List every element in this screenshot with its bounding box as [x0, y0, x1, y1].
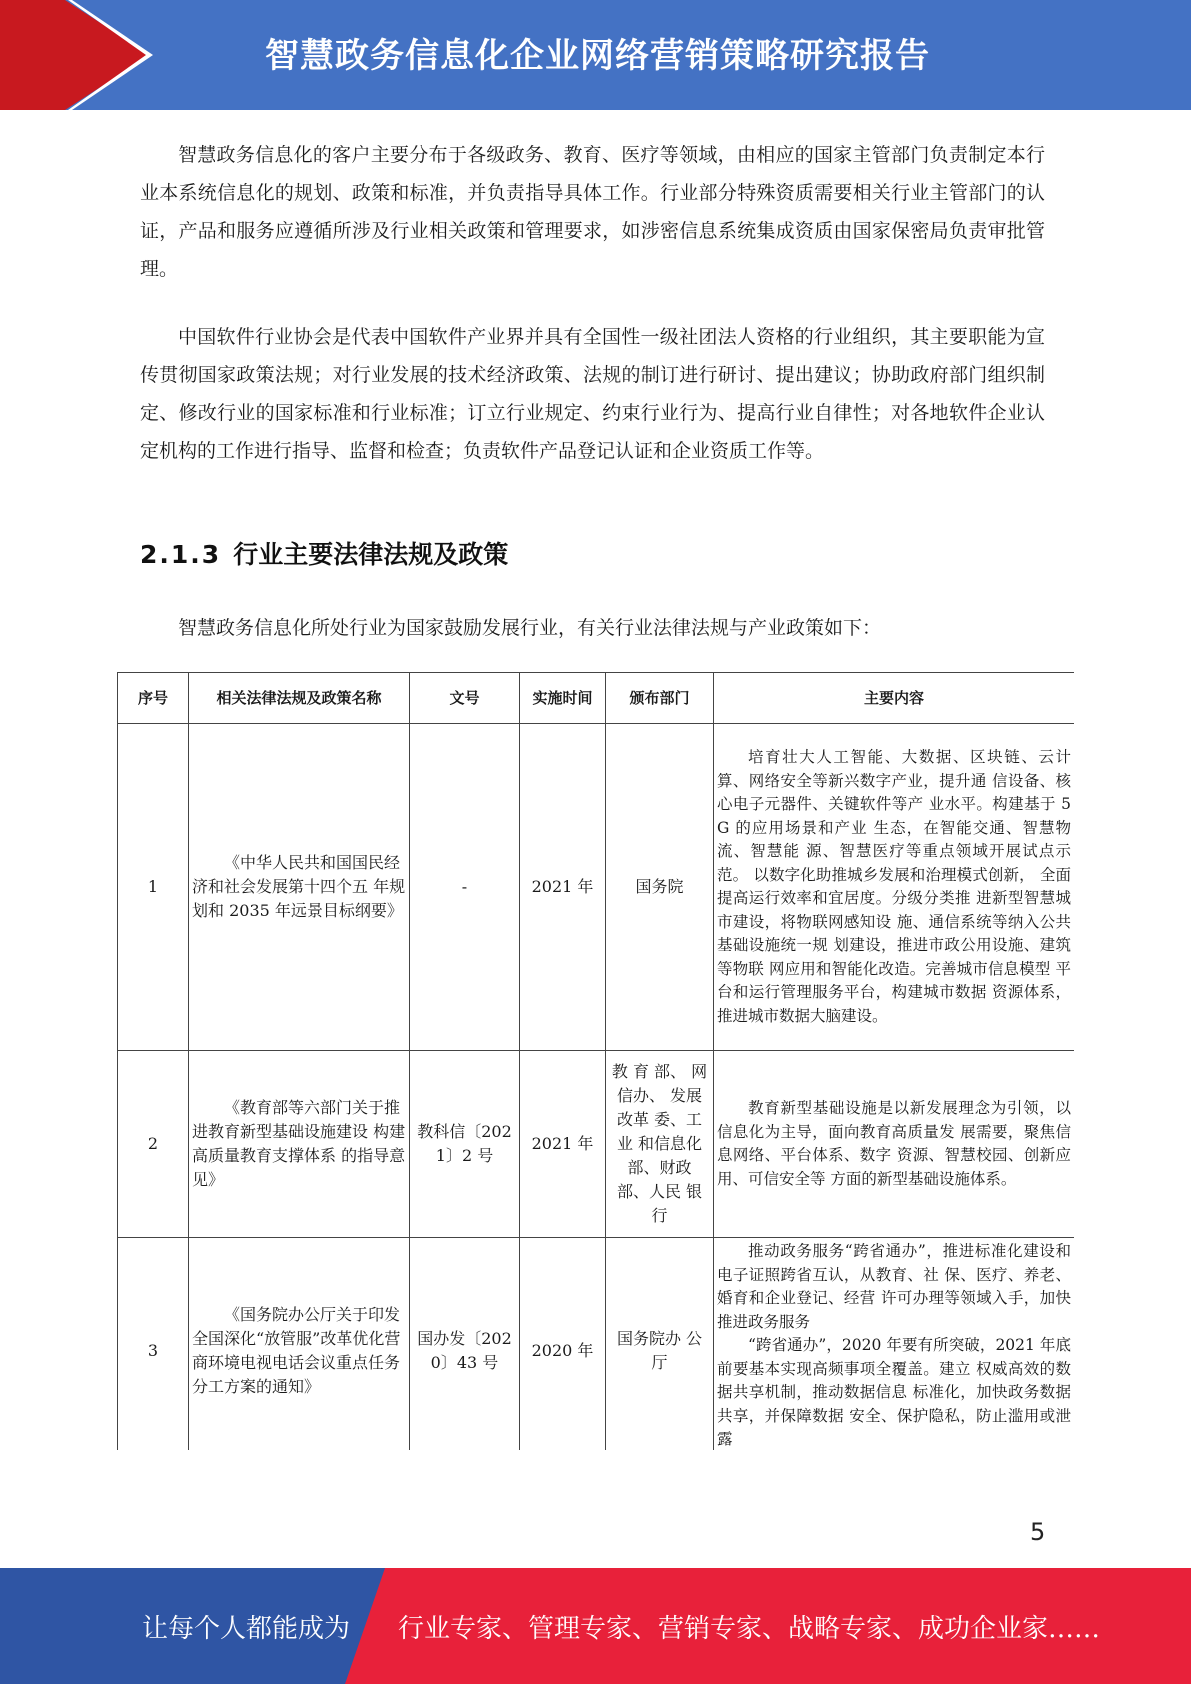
table-header-row: [118, 673, 1075, 724]
cell-dept: 教 育 部、 网信办、 发展改革 委、工业 和信息化 部、财政 部、人民 银行: [606, 1051, 714, 1238]
cell-name: 《国务院办公厅关于印发 全国深化“放管服”改革优化营商环境电视电话会议重点任务分工方案的通知》: [189, 1238, 410, 1451]
policy-table: [117, 672, 1074, 1450]
header-name: 相关法律法规及政策名称: [189, 673, 410, 724]
header-no: 序号: [118, 673, 189, 724]
cell-doc: -: [410, 724, 520, 1051]
header-dept: 颁布部门: [606, 673, 714, 724]
cell-dept: 国务院办 公厅: [606, 1238, 714, 1451]
table-row: [118, 1238, 1075, 1451]
cell-dept: 国务院: [606, 724, 714, 1051]
paragraph-software-association: 中国软件行业协会是代表中国软件产业界并具有全国性一级社团法人资格的行业组织，其主要职能为宣传贯彻国家政策法规；对行业发展的技术经济政策、法规的制订进行研讨、提出建议；协助政府部门组织制定、修改行业的国家标准和行业标准；订立行业规定、约束行业行为、提高行业自律性；对各地软件企业认定机构的工作进行指导、监督和检查；负责软件产品登记认证和企业资质工作等。: [140, 326, 1045, 462]
cell-name: 《中华人民共和国国民经 济和社会发展第十四个五 年规划和 2035 年远景目标纲要》: [189, 724, 410, 1051]
header-doc: 文号: [410, 673, 520, 724]
header-red-arrow-decoration: [0, 0, 150, 110]
footer-slogan-right: 行业专家、管理专家、营销专家、战略专家、成功企业家……: [398, 1614, 1101, 1644]
header-content: 主要内容: [714, 673, 1075, 724]
section-heading: [140, 535, 508, 571]
cell-content: [714, 1238, 1075, 1451]
cell-doc: 教科信〔2021〕2 号: [410, 1051, 520, 1238]
cell-time: 2021 年: [520, 1051, 606, 1238]
table-row: [118, 724, 1075, 1051]
cell-time: 2021 年: [520, 724, 606, 1051]
cell-no: 1: [118, 724, 189, 1051]
page-footer: [0, 1568, 1191, 1684]
cell-content: 培育壮大人工智能、大数据、区块链、云计算、网络安全等新兴数字产业，提升通 信设备、核心电子元器件、关键软件等产 业水平。构建基于 5G 的应用场景和产业 生态，在智能交通、智慧物流、智慧能 源、智慧医疗等重点领域开展试点示范。 以数字化助推城乡发展和治理模式创新， 全面提高运行效率和宜居度。分级分类推 进新型智慧城市建设，将物联网感知设 施、通信系统等纳入公共基础设施统一规 划建设，推进市政公用设施、建筑等物联 网应用和智能化改造。完善城市信息模型 平台和运行管理服务平台，构建城市数据 资源体系，推进城市数据大脑建设。: [714, 724, 1075, 1051]
cell-content-part2: “跨省通办”，2020 年要有所突破，2021 年底前要基本实现高频事项全覆盖。建立 权威高效的数据共享机制，推动数据信息 标准化，加快政务数据共享，并保障数据 安全、保护隐私，防止滥用或泄露: [717, 1336, 1071, 1448]
header-time: 实施时间: [520, 673, 606, 724]
cell-no: 3: [118, 1238, 189, 1451]
paragraph-client-distribution: 智慧政务信息化的客户主要分布于各级政务、教育、医疗等领域，由相应的国家主管部门负责制定本行业本系统信息化的规划、政策和标准，并负责指导具体工作。行业部分特殊资质需要相关行业主管部门的认证，产品和服务应遵循所涉及行业相关政策和管理要求，如涉密信息系统集成资质由国家保密局负责审批管理。: [140, 144, 1045, 280]
cell-no: 2: [118, 1051, 189, 1238]
table-row: [118, 1051, 1075, 1238]
section-number: 2.1.3: [140, 540, 222, 569]
section-title: 行业主要法律法规及政策: [233, 540, 509, 569]
page-number: 5: [1030, 1518, 1046, 1546]
cell-content: 教育新型基础设施是以新发展理念为引领，以信息化为主导，面向教育高质量发 展需要，聚焦信息网络、平台体系、数字 资源、智慧校园、创新应用、可信安全等 方面的新型基础设施体系。: [714, 1051, 1075, 1238]
report-title: 智慧政务信息化企业网络营销策略研究报告: [265, 36, 930, 76]
cell-content-part1: 推动政务服务“跨省通办”，推进标准化建设和电子证照跨省互认，从教育、社 保、医疗、养老、婚育和企业登记、经营 许可办理等领域入手，加快推进政务服务: [717, 1242, 1071, 1331]
page-header: [0, 0, 1191, 110]
cell-doc: 国办发〔2020〕43 号: [410, 1238, 520, 1451]
cell-time: 2020 年: [520, 1238, 606, 1451]
policy-table-container: [117, 672, 1074, 1450]
paragraph-table-intro: 智慧政务信息化所处行业为国家鼓励发展行业，有关行业法律法规与产业政策如下：: [178, 617, 882, 639]
footer-slogan-left: 让每个人都能成为: [142, 1614, 351, 1644]
cell-name: 《教育部等六部门关于推 进教育新型基础设施建设 构建高质量教育支撑体系 的指导意见》: [189, 1051, 410, 1238]
